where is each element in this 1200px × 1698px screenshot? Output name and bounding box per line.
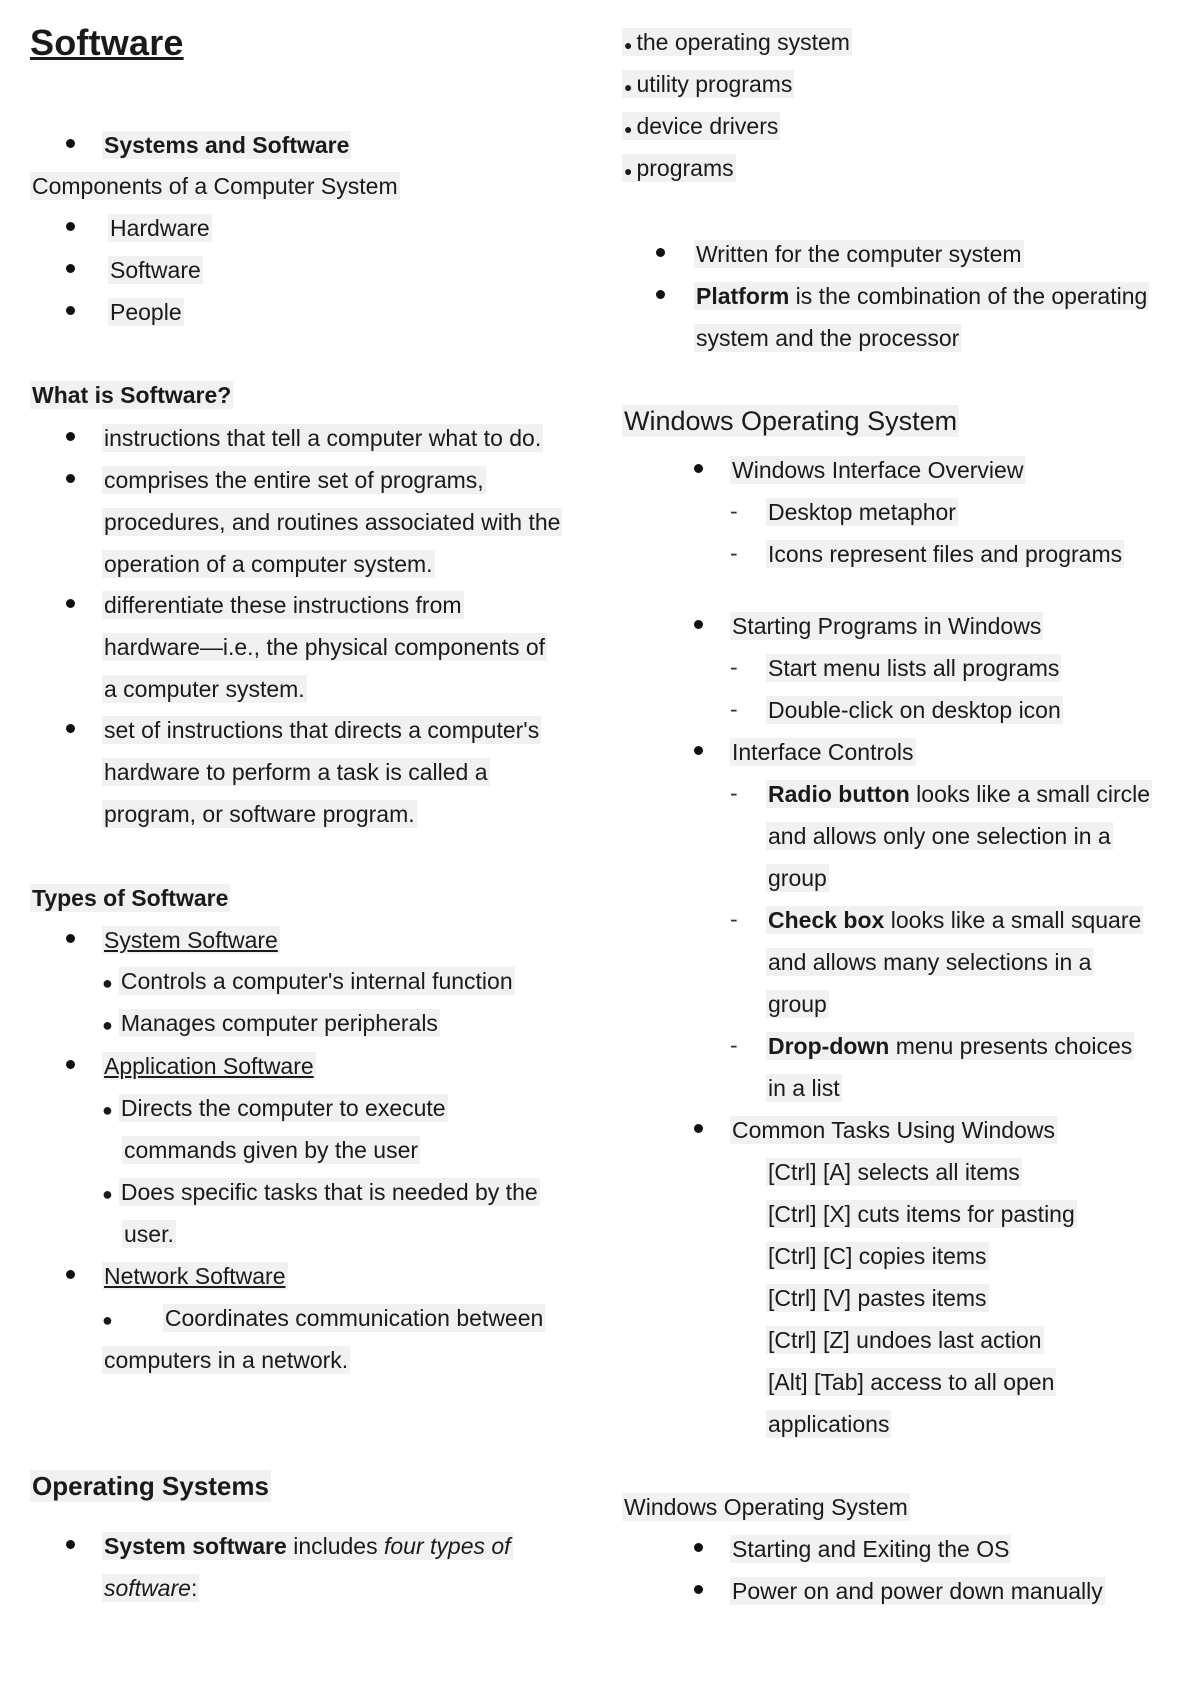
- component-item: Hardware: [110, 215, 210, 241]
- bullet-icon: [66, 934, 75, 943]
- win2-item: Starting and Exiting the OS: [732, 1536, 1010, 1562]
- what-item: program, or software program.: [104, 801, 415, 827]
- os-heading: Operating Systems: [32, 1471, 269, 1501]
- shortcut-item: applications: [768, 1411, 890, 1437]
- network-item: computers in a network.: [104, 1347, 349, 1373]
- platform-bold: Platform: [696, 283, 790, 309]
- bullet-icon: [66, 474, 75, 483]
- radio-bold: Radio button: [768, 781, 910, 807]
- bullet-icon: [66, 222, 75, 231]
- overview-item: Desktop metaphor: [768, 499, 956, 525]
- network-item: Coordinates communication between: [164, 1305, 544, 1331]
- application-item: Does specific tasks that is needed by the: [120, 1179, 538, 1205]
- bullet-icon: [66, 139, 75, 148]
- bullet-icon: [694, 1543, 703, 1552]
- small-bullet-icon: ●: [624, 163, 633, 179]
- what-item: hardware—i.e., the physical components of: [104, 634, 546, 660]
- shortcut-item: [Ctrl] [X] cuts items for pasting: [768, 1201, 1075, 1227]
- dash-icon: -: [730, 654, 738, 680]
- dash-icon: -: [730, 540, 738, 566]
- what-item: procedures, and routines associated with the: [104, 509, 561, 535]
- component-item: People: [110, 299, 182, 325]
- shortcut-item: [Ctrl] [V] pastes items: [768, 1285, 987, 1311]
- type-item: utility programs: [636, 71, 793, 97]
- shortcut-item: [Ctrl] [C] copies items: [768, 1243, 987, 1269]
- check-text: and allows many selections in a: [768, 949, 1092, 975]
- bullet-icon: [66, 1270, 75, 1279]
- dash-icon: -: [730, 498, 738, 524]
- what-item: operation of a computer system.: [104, 551, 433, 577]
- windows-heading: Windows Operating System: [624, 406, 958, 436]
- os-text: includes: [286, 1533, 384, 1559]
- os-italic: four types of: [383, 1533, 511, 1559]
- small-bullet-icon: ●: [102, 1310, 113, 1330]
- bullet-icon: [656, 290, 665, 299]
- what-item: a computer system.: [104, 676, 305, 702]
- page-title: Software: [30, 22, 184, 63]
- dash-icon: -: [730, 906, 738, 932]
- starting-item: Start menu lists all programs: [768, 655, 1060, 681]
- win2-item: Power on and power down manually: [732, 1578, 1103, 1604]
- application-item: Directs the computer to execute: [120, 1095, 446, 1121]
- small-bullet-icon: ●: [624, 79, 633, 95]
- bullet-icon: [656, 248, 665, 257]
- check-text: looks like a small square: [884, 907, 1142, 933]
- small-bullet-icon: ●: [102, 1100, 113, 1120]
- common-tasks: Common Tasks Using Windows: [732, 1117, 1055, 1143]
- shortcut-item: [Ctrl] [Z] undoes last action: [768, 1327, 1042, 1353]
- what-item: differentiate these instructions from: [104, 592, 462, 618]
- dash-icon: -: [730, 780, 738, 806]
- overview-item: Icons represent files and programs: [768, 541, 1123, 567]
- os-colon: :: [190, 1575, 198, 1601]
- windows-heading-2: Windows Operating System: [624, 1494, 908, 1520]
- platform-text: system and the processor: [696, 325, 960, 351]
- bullet-icon: [66, 599, 75, 608]
- small-bullet-icon: ●: [102, 973, 113, 993]
- starting-item: Double-click on desktop icon: [768, 697, 1061, 723]
- application-item: commands given by the user: [124, 1137, 419, 1163]
- shortcut-item: [Ctrl] [A] selects all items: [768, 1159, 1020, 1185]
- bullet-icon: [694, 1585, 703, 1594]
- what-item: instructions that tell a computer what to do.: [104, 425, 542, 451]
- written-item: Written for the computer system: [696, 241, 1022, 267]
- drop-text: menu presents choices: [889, 1033, 1133, 1059]
- bullet-icon: [66, 264, 75, 273]
- bullet-icon: [66, 432, 75, 441]
- platform-text: is the combination of the operating: [789, 283, 1148, 309]
- system-software-link: System Software: [104, 927, 278, 953]
- os-bold: System software: [104, 1533, 287, 1559]
- type-item: device drivers: [636, 113, 779, 139]
- component-item: Software: [110, 257, 201, 283]
- small-bullet-icon: ●: [102, 1184, 113, 1204]
- small-bullet-icon: ●: [624, 121, 633, 137]
- what-item: set of instructions that directs a computer's: [104, 717, 540, 743]
- system-item: Manages computer peripherals: [120, 1010, 438, 1036]
- components-label: Components of a Computer System: [32, 173, 398, 199]
- what-item: comprises the entire set of programs,: [104, 467, 484, 493]
- interface-overview: Windows Interface Overview: [732, 457, 1024, 483]
- bullet-icon: [66, 1060, 75, 1069]
- network-software-link: Network Software: [104, 1263, 286, 1289]
- type-item: programs: [636, 155, 734, 181]
- application-item: user.: [124, 1221, 174, 1247]
- check-bold: Check box: [768, 907, 885, 933]
- check-text: group: [768, 991, 827, 1017]
- os-italic: software: [104, 1575, 191, 1601]
- radio-text: group: [768, 865, 827, 891]
- radio-text: looks like a small circle: [909, 781, 1151, 807]
- what-heading: What is Software?: [32, 382, 232, 408]
- bullet-icon: [66, 1540, 75, 1549]
- bullet-icon: [694, 1124, 703, 1133]
- type-item: the operating system: [636, 29, 850, 55]
- drop-bold: Drop-down: [768, 1033, 890, 1059]
- starting-programs: Starting Programs in Windows: [732, 613, 1042, 639]
- drop-text: in a list: [768, 1075, 840, 1101]
- interface-controls: Interface Controls: [732, 739, 914, 765]
- bullet-icon: [66, 306, 75, 315]
- dash-icon: -: [730, 1032, 738, 1058]
- application-software-link: Application Software: [104, 1053, 314, 1079]
- radio-text: and allows only one selection in a: [768, 823, 1111, 849]
- dash-icon: -: [730, 696, 738, 722]
- small-bullet-icon: ●: [102, 1015, 113, 1035]
- shortcut-item: [Alt] [Tab] access to all open: [768, 1369, 1055, 1395]
- bullet-icon: [694, 464, 703, 473]
- systems-heading: Systems and Software: [104, 132, 350, 158]
- what-item: hardware to perform a task is called a: [104, 759, 488, 785]
- bullet-icon: [694, 620, 703, 629]
- bullet-icon: [694, 746, 703, 755]
- small-bullet-icon: ●: [624, 37, 633, 53]
- system-item: Controls a computer's internal function: [120, 968, 513, 994]
- types-heading: Types of Software: [32, 885, 229, 911]
- bullet-icon: [66, 724, 75, 733]
